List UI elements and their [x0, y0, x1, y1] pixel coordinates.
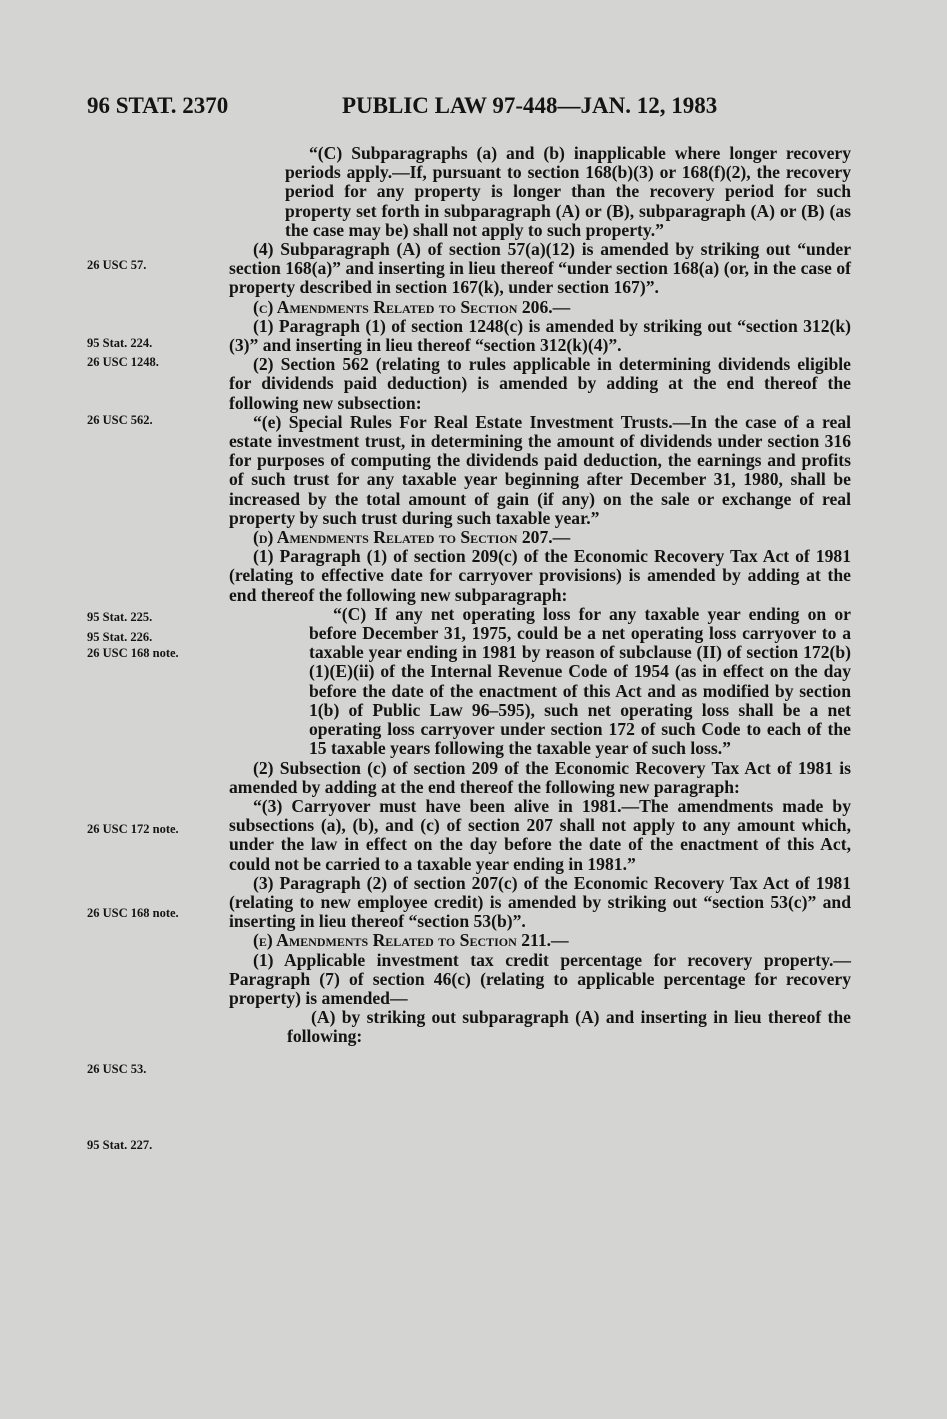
margin-note: 95 Stat. 224. — [87, 336, 153, 350]
paragraph: (A) by striking out subparagraph (A) and inserting in lieu thereof the following: — [287, 1007, 851, 1047]
margin-note: 26 USC 57. — [87, 258, 147, 272]
section-heading: (e) Amendments Related to Section 211.— — [253, 930, 569, 951]
paragraph: (1) Paragraph (1) of section 1248(c) is amended by striking out “section 312(k)(3)” and inserting in lieu thereof “section 312(k)(4)”. — [229, 315, 851, 356]
page-header — [87, 93, 887, 127]
statute-page-ref: 96 STAT. 2370 — [87, 93, 229, 118]
section-heading: (c) Amendments Related to Section 206.— — [253, 296, 571, 317]
document-body — [229, 144, 851, 1047]
margin-note: 95 Stat. 227. — [87, 1138, 153, 1152]
paragraph: (2) Section 562 (relating to rules applicable in determining dividends eligible for dividends paid deduction) is amended by adding at the end thereof the following new subsection: — [229, 354, 851, 413]
margin-note: 26 USC 562. — [87, 413, 153, 427]
paragraph: “(C) Subparagraphs (a) and (b) inapplicable where longer recovery periods apply.—If, pursuant to section 168(b)(3) or 168(f)(2), the recovery period for any property is longer than the recovery period for such property set forth in subparagraph (A) or (B), subparagraph (A) or (B) (as the case may be) shall not apply to such property.” — [285, 143, 851, 240]
paragraph: (1) Paragraph (1) of section 209(c) of the Economic Recovery Tax Act of 1981 (relating to effective date for carryover provisions) is amended by adding at the end thereof the following new subparagraph: — [229, 546, 851, 605]
paragraph: “(e) Special Rules For Real Estate Investment Trusts.—In the case of a real estate investment trust, in determining the amount of dividends under section 316 for purposes of computing the dividends paid deduction, the earnings and profits of such trust for any taxable year beginning after December 31, 1980, shall be increased by the total amount of gain (if any) on the sale or exchange of real property by such trust during such taxable year.” — [229, 411, 851, 528]
paragraph: (4) Subparagraph (A) of section 57(a)(12) is amended by striking out “under section 168(a)” and inserting in lieu thereof “under section 168(a) (or, in the case of property described in section 167(k), under section 167)”. — [229, 239, 851, 298]
margin-note: 26 USC 1248. — [87, 355, 159, 369]
paragraph: “(C) If any net operating loss for any taxable year ending on or before December 31, 1975, could be a net operating loss carryover to a taxable year ending in 1981 by reason of subclause (II) of section 172(b)(1)(E)(ii) of the Internal Revenue Code of 1954 (as in effect on the day before the date of the enactment of this Act and as modified by section 1(b) of Public Law 96–595), such net operating loss shall be a net operating loss carryover under section 172 of such Code to each of the 15 taxable years following the taxable year of such loss.” — [309, 603, 851, 759]
margin-note: 26 USC 53. — [87, 1062, 147, 1076]
paragraph: (2) Subsection (c) of section 209 of the Economic Recovery Tax Act of 1981 is amended by adding at the end thereof the following new paragraph: — [229, 757, 851, 797]
margin-note: 26 USC 168 note. — [87, 906, 179, 920]
paragraph: “(3) Carryover must have been alive in 1981.—The amendments made by subsections (a), (b), and (c) of section 207 shall not apply to any amount which, under the law in effect on the day before the date of the enactment of this Act, could not be carried to a taxable year ending in 1981.” — [229, 795, 851, 874]
paragraph: (1) Applicable investment tax credit percentage for recovery property.—Paragraph (7) of section 46(c) (relating to applicable percentage for recovery property) is amended— — [229, 949, 851, 1008]
margin-note: 26 USC 172 note. — [87, 822, 179, 836]
section-heading: (d) Amendments Related to Section 207.— — [253, 527, 571, 548]
margin-note: 95 Stat. 226. — [87, 630, 153, 644]
paragraph: (3) Paragraph (2) of section 207(c) of the Economic Recovery Tax Act of 1981 (relating to new employee credit) is amended by striking out “section 53(c)” and inserting in lieu thereof “section 53(b)”. — [229, 872, 851, 932]
margin-note: 95 Stat. 225. — [87, 610, 153, 624]
public-law-title: PUBLIC LAW 97-448—JAN. 12, 1983 — [342, 93, 718, 118]
margin-note: 26 USC 168 note. — [87, 646, 179, 660]
